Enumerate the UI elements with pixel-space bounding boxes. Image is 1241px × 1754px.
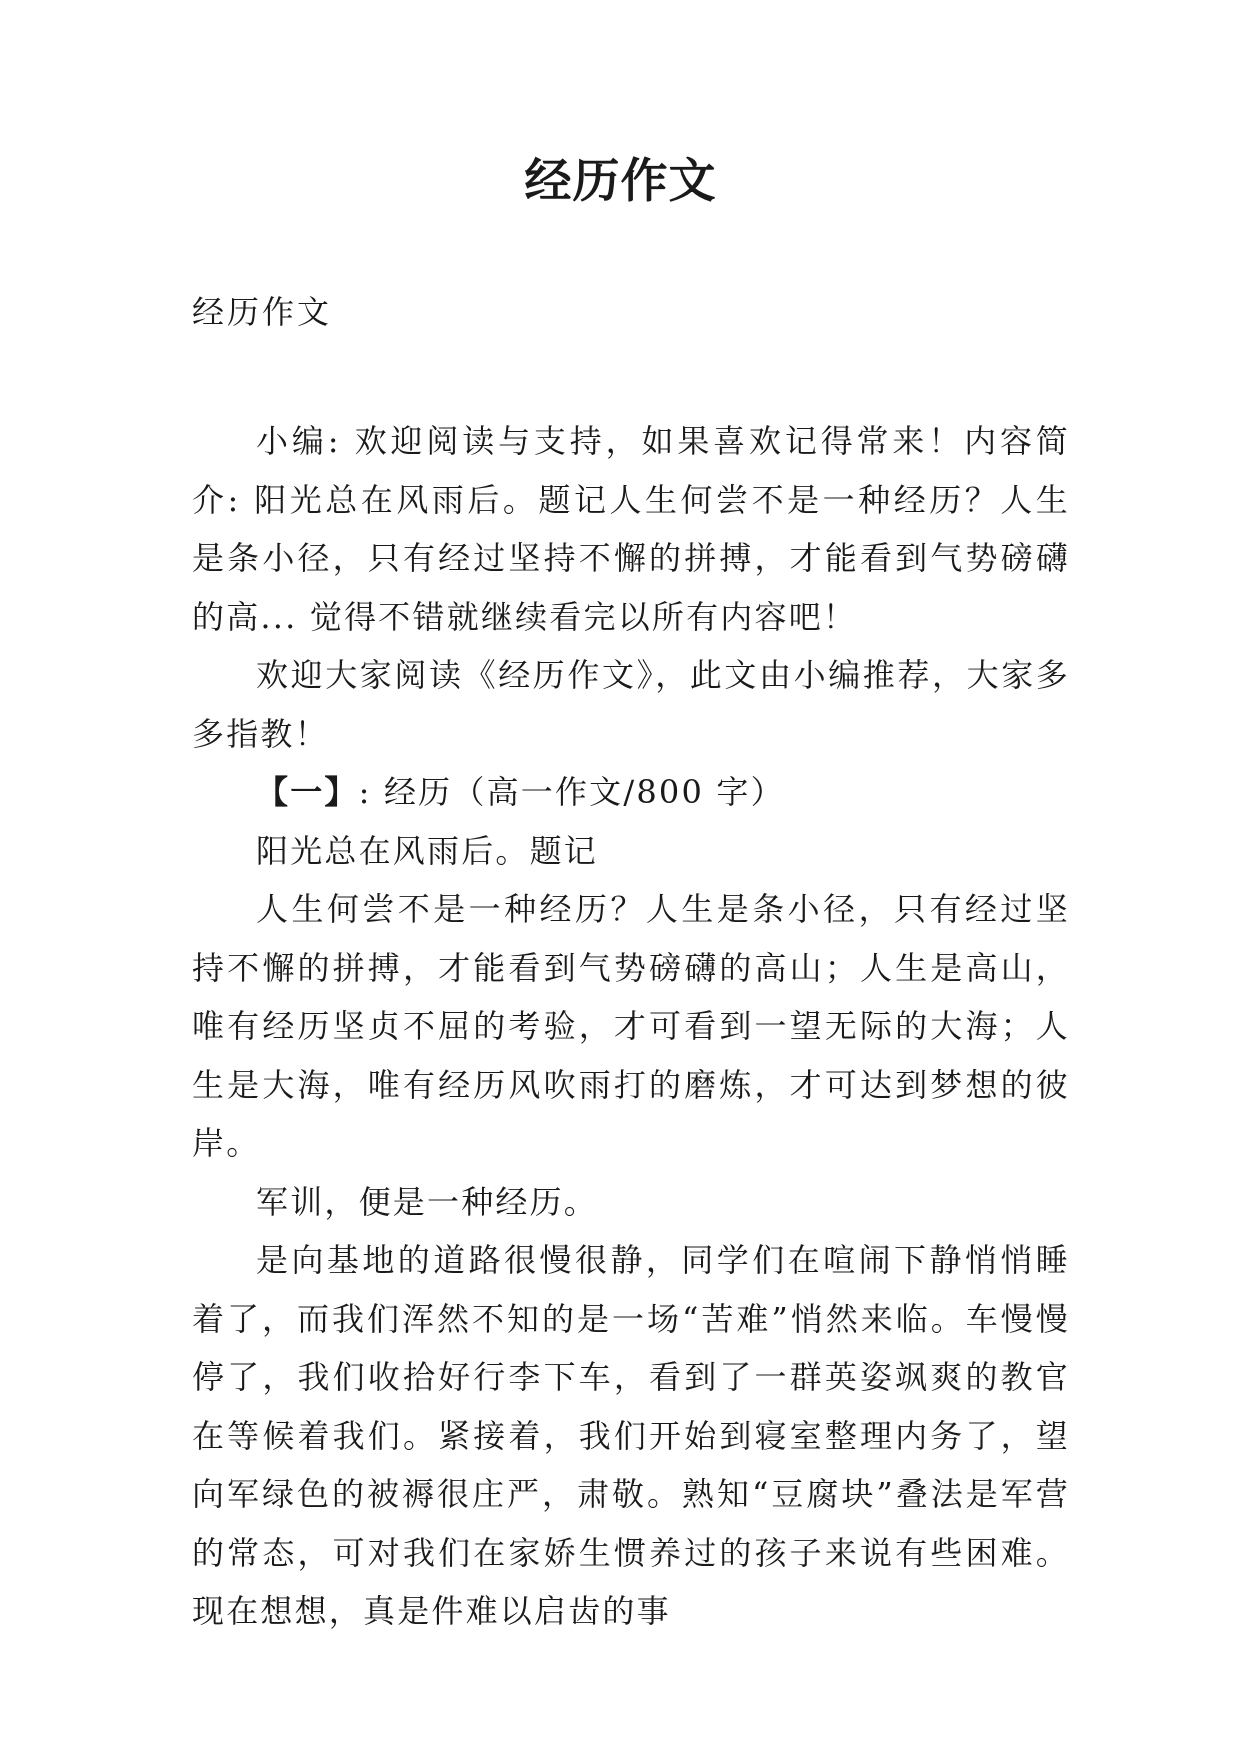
document-body bbox=[192, 412, 1070, 1641]
welcome-paragraph: 欢迎大家阅读《经历作文》，此文由小编推荐，大家多多指教！ bbox=[192, 656, 1070, 753]
body-paragraph: 是向基地的道路很慢很静，同学们在喧闹下静悄悄睡着了，而我们浑然不知的是一场“苦难”悄然来临。车慢慢停了，我们收拾好行李下车，看到了一群英姿飒爽的教官在等候着我们。紧接着，我们开始到寝室整理内务了，望向军绿色的被褥很庄严，肃敬。熟知“豆腐块”叠法是军营的常态，可对我们在家娇生惯养过的孩子来说有些困难。现在想想，真是件难以启齿的事 bbox=[192, 1241, 1070, 1630]
section-heading-bracket: 【一】 bbox=[256, 773, 359, 811]
body-paragraph: 人生何尝不是一种经历？人生是条小径，只有经过坚持不懈的拼搏，才能看到气势磅礴的高山；人生是高山，唯有经历坚贞不屈的考验，才可看到一望无际的大海；人生是大海，唯有经历风吹雨打的磨炼，才可达到梦想的彼岸。 bbox=[192, 890, 1070, 1162]
body-paragraph: 军训，便是一种经历。 bbox=[256, 1182, 599, 1221]
epigraph-paragraph: 阳光总在风雨后。题记 bbox=[256, 831, 599, 870]
page-title: 经历作文 bbox=[524, 154, 717, 209]
document-subtitle: 经历作文 bbox=[192, 293, 333, 331]
section-heading-text: : 经历（高一作文/800 字） bbox=[358, 773, 785, 811]
section-heading bbox=[192, 763, 1070, 822]
intro-paragraph: 小编: 欢迎阅读与支持，如果喜欢记得常来！内容简介: 阳光总在风雨后。题记人生何尝不是一种经历？人生是条小径，只有经过坚持不懈的拼搏，才能看到气势磅礴的高... 觉得不错就继续看完以所有内容吧！ bbox=[192, 422, 1070, 636]
